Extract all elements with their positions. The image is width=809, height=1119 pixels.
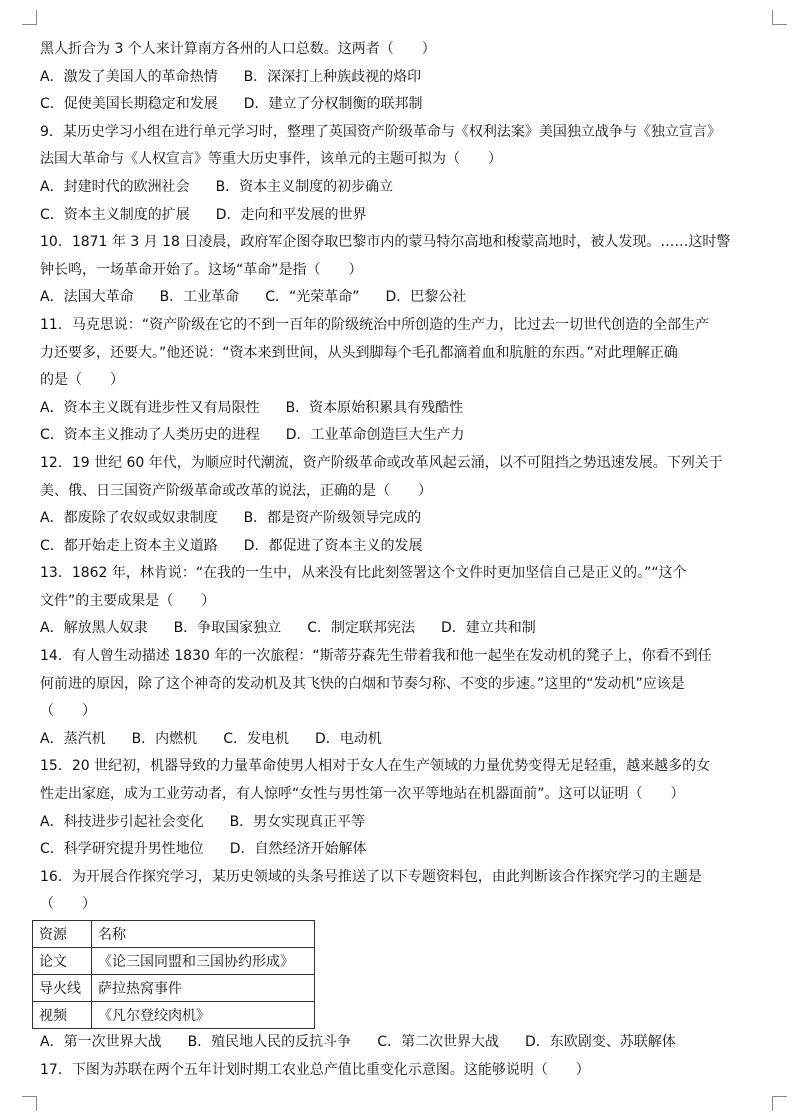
question-text-line: 力还要多，还要大。”他还说：“资本来到世间，从头到脚每个毛孔都滴着血和肮脏的东西。”对此理解正确 [40,344,678,361]
answer-option: D．工业革命创造巨大生产力 [285,427,465,444]
answer-option: C．发电机 [223,730,289,747]
document-page [40,36,770,1084]
question-lines-after-table [40,1029,770,1084]
answer-option: C．第二次世界大战 [377,1034,499,1050]
table-header-cell: 资源 [33,921,92,948]
question-text-line: 17．下图为苏联在两个五年计划时期工农业总产值比重变化示意图。这能够说明（ ） [40,1061,590,1078]
answer-options-line [40,726,770,754]
answer-option: A．蒸汽机 [40,730,106,747]
answer-option: A．第一次世界大战 [40,1034,162,1050]
table-cell: 论文 [33,948,92,975]
answer-option: C．资本主义推动了人类历史的进程 [40,427,260,444]
question-text-line: 钟长鸣，一场革命开始了。这场“革命”是指（ ） [40,261,363,278]
answer-option: B．工业革命 [159,289,240,306]
answer-option: D．走向和平发展的世界 [215,206,367,223]
answer-option: D．建立共和制 [440,620,536,637]
answer-option: C．都开始走上资本主义道路 [40,537,218,554]
answer-options-line [40,615,770,643]
table-cell: 视频 [33,1002,92,1029]
answer-option: C．科学研究提升男性地位 [40,841,204,858]
question-text-line: 14．有人曾生动描述 1830 年的一次旅程：“斯蒂芬森先生带着我和他一起坐在发动机的凳子上，你看不到任 [40,648,712,665]
answer-option: A．解放黑人奴隶 [40,620,148,637]
answer-options-line [40,836,770,864]
question-text-line: 10．1871 年 3 月 18 日凌晨，政府军企图夺取巴黎市内的蒙马特尔高地和梭蒙高地时，被人发现。……这时警 [40,234,731,251]
answer-option: D．自然经济开始解体 [229,841,367,858]
answer-option: A．资本主义既有进步性又有局限性 [40,399,260,416]
question-text-line: 美、俄、日三国资产阶级革命或改革的说法，正确的是（ ） [40,482,432,499]
answer-option: B．资本原始积累具有残酷性 [285,399,464,416]
table-row [33,975,315,1002]
answer-options-line [40,533,770,561]
answer-options-line [40,1029,770,1057]
answer-option: D．电动机 [314,730,382,747]
answer-option: B．争取国家独立 [173,620,282,637]
answer-options-line [40,422,770,450]
answer-option: C．促使美国长期稳定和发展 [40,96,218,113]
question-text-line: 黑人折合为 3 个人来计算南方各州的人口总数。这两者（ ） [40,41,436,57]
answer-option: B．男女实现真正平等 [229,813,366,830]
question-text-line: 11．马克思说：“资产阶级在它的不到一百年的阶级统治中所创造的生产力，比过去一切世代创造的全部生产 [40,316,710,333]
table-cell: 《论三国同盟和三国协约形成》 [92,948,315,975]
answer-option: B．都是资产阶级领导完成的 [243,510,422,527]
question-text-line: （ ） [40,896,96,913]
answer-option: B．资本主义制度的初步确立 [215,178,394,195]
answer-option: B．深深打上种族歧视的烙印 [243,68,422,85]
answer-options-line [40,505,770,533]
question-text-line: 9．某历史学习小组在进行单元学习时，整理了英国资产阶级革命与《权利法案》美国独立战争与《独立宣言》 [40,123,721,140]
answer-option: D．建立了分权制衡的联邦制 [243,96,423,113]
answer-options-line [40,284,770,312]
question-text-line: 16．为开展合作探究学习，某历史领域的头条号推送了以下专题资料包，由此判断该合作探究学习的主题是 [40,868,702,885]
answer-options-line [40,64,770,92]
table-row [33,1002,315,1029]
question-text-line: 何前进的原因，除了这个神奇的发动机及其飞快的白烟和节奏匀称、不变的步速。”这里的“发动机”应该是 [40,675,685,692]
question-text-line: 15．20 世纪初，机器导致的力量革命使男人相对于女人在生产领域的力量优势变得无足轻重，越来越多的女 [40,758,711,775]
answer-option: D．东欧剧变、苏联解体 [524,1034,676,1050]
answer-options-line [40,202,770,230]
question-text-line: 性走出家庭，成为工业劳动者，有人惊呼“女性与男性第一次平等地站在机器面前”。这可以证明（ ） [40,786,685,803]
answer-option: C．“光荣革命” [265,289,360,306]
question-lines [40,36,770,919]
answer-option: A．激发了美国人的革命热情 [40,68,218,85]
question-text-line: （ ） [40,703,96,720]
table-row [33,948,315,975]
crop-mark-bottom-right [772,1096,787,1111]
resource-table [32,920,315,1029]
answer-option: C．资本主义制度的扩展 [40,206,190,223]
question-text-line: 法国大革命与《人权宣言》等重大历史事件，该单元的主题可拟为（ ） [40,151,502,168]
crop-mark-top-left [22,10,37,25]
crop-mark-top-right [772,10,787,25]
question-text-line: 文件”的主要成果是（ ） [40,592,216,609]
answer-option: A．都废除了农奴或奴隶制度 [40,510,218,527]
answer-options-line [40,395,770,423]
table-header-cell: 名称 [92,921,315,948]
answer-option: A．法国大革命 [40,289,134,306]
table-cell: 萨拉热窝事件 [92,975,315,1002]
answer-options-line [40,809,770,837]
answer-option: D．都促进了资本主义的发展 [243,537,423,554]
answer-options-line [40,174,770,202]
answer-option: A．封建时代的欧洲社会 [40,178,190,195]
answer-options-line [40,91,770,119]
question-text-line: 的是（ ） [40,372,124,389]
answer-option: A．科技进步引起社会变化 [40,813,204,830]
answer-option: B．内燃机 [131,730,198,747]
answer-option: D．巴黎公社 [385,289,467,306]
crop-mark-bottom-left [22,1096,37,1111]
table-header-row [33,921,315,948]
table-cell: 《凡尔登绞肉机》 [92,1002,315,1029]
question-text-line: 12．19 世纪 60 年代，为顺应时代潮流，资产阶级革命或改革风起云涌，以不可阻挡之势迅速发展。下列关于 [40,454,723,471]
table-cell: 导火线 [33,975,92,1002]
answer-option: C．制定联邦宪法 [307,620,415,637]
answer-option: B．殖民地人民的反抗斗争 [187,1034,352,1050]
question-text-line: 13．1862 年，林肯说：“在我的一生中，从来没有比此刻签署这个文件时更加坚信自己是正义的。”“这个 [40,565,687,582]
